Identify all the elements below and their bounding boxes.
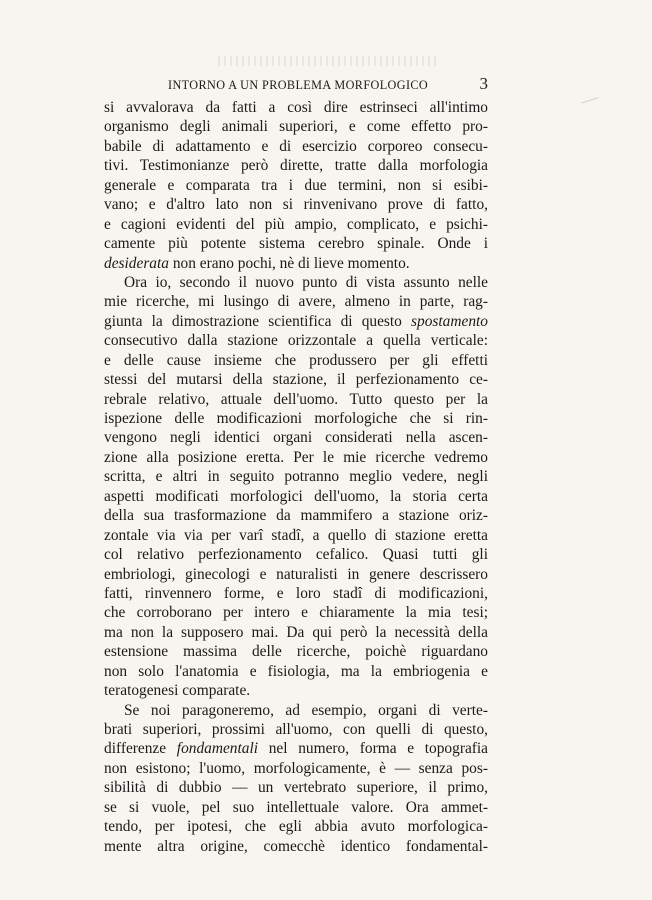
text-run: nel numero, forma e topografia [258,740,488,758]
paragraph-2 [104,273,488,701]
text-line: babile di adattamento e di esercizio corporeo consecu- [104,137,488,155]
text-line: zione alla posizione eretta. Per le mie ricerche vedremo [104,448,488,466]
text-line: si avvalorava da fatti a così dire estrinseci all'intimo [104,99,488,116]
text-line: della sua trasformazione da mammifero a stazione oriz- [104,507,488,525]
paragraph-3 [104,701,488,857]
text-line: mie ricerche, mi lusingo di avere, almeno in parte, rag- [104,293,488,311]
text-line [104,739,488,758]
text-line: col relativo perfezionamento cefalico. Quasi tutti gli [104,546,488,564]
text-line: estensione massima delle ricerche, poichè riguardano [104,643,488,661]
text-line: camente più potente sistema cerebro spinale. Onde i [104,235,488,253]
text-line: Se noi paragoneremo, ad esempio, organi di verte- [124,701,488,719]
text-line: Ora io, secondo il nuovo punto di vista assunto nelle [124,273,488,291]
text-line: teratogenesi comparate. [104,682,251,700]
text-line: e delle cause insieme che produssero per gli effetti [104,351,488,369]
text-line [104,254,488,273]
text-line: organismo degli animali superiori, e come effetto pro- [104,118,488,136]
text-line: tivi. Testimonianze però dirette, tratte dalla morfologia [104,157,488,175]
text-line: che corroborano per intero e chiaramente la mia tesi; [104,604,488,622]
italic-term: spostamento [411,312,488,330]
body-text [104,98,488,856]
italic-term: fondamentali [176,740,259,758]
text-line [104,312,488,331]
text-line: vano; e d'altro lato non si rinvenivano prove di fatto, [104,196,488,214]
italic-term: desiderata [104,254,169,272]
text-line: sibilità di dubbio — un vertebrato superiore, il primo, [104,779,488,797]
paragraph-1 [104,98,488,273]
text-line: zontale via via per varî stadî, a quello di stazione eretta [104,526,488,544]
bleed-through-mark [218,56,438,66]
text-line: se si vuole, pel suo intellettuale valore. Ora ammet- [104,798,488,816]
text-line: vengono negli identici organi considerati nella ascen- [104,429,488,447]
text-run: giunta la dimostrazione scientifica di questo [104,312,412,330]
margin-mark [580,93,599,103]
text-line: generale e comparata tra i due termini, non si esibi- [104,176,488,194]
text-line: fatti, rinvennero forme, e loro stadî di modificazioni, [104,584,488,602]
text-line: tendo, per ipotesi, che egli abbia avuto morfologica- [104,818,488,836]
text-run: non erano pochi, nè di lieve momento. [168,254,410,272]
text-line: brati superiori, prossimi all'uomo, con quelli di questo, [104,721,488,738]
text-run: differenze [104,740,177,758]
text-line: mente altra origine, comecchè identico fondamental- [104,837,488,855]
text-line: ma non la supposero mai. Da qui però la necessità della [104,623,488,641]
page-number: 3 [479,74,488,93]
running-title: INTORNO A UN PROBLEMA MORFOLOGICO [168,78,429,92]
text-line: rebrale relativo, attuale dell'uomo. Tutto questo per la [104,390,488,408]
text-line: aspetti modificati morfologici dell'uomo, la storia certa [104,487,488,505]
running-header [104,76,488,96]
text-line: non esistono; l'uomo, morfologicamente, è — senza pos- [104,759,488,777]
text-line: stessi del mutarsi della stazione, il perfezionamento ce- [104,371,488,389]
text-line: non solo l'anatomia e fisiologia, ma la embriogenia e [104,662,488,680]
text-line: scritta, e altri in seguito potranno meglio vedere, negli [104,468,488,486]
text-line: embriologi, ginecologi e naturalisti in genere descrissero [104,565,488,583]
text-line: e cagioni evidenti del più ampio, complicato, e psichi- [104,215,488,233]
text-line: ispezione delle modificazioni morfologiche che si rin- [104,410,488,427]
text-line: consecutivo dalla stazione orizzontale a quella verticale: [104,332,488,350]
